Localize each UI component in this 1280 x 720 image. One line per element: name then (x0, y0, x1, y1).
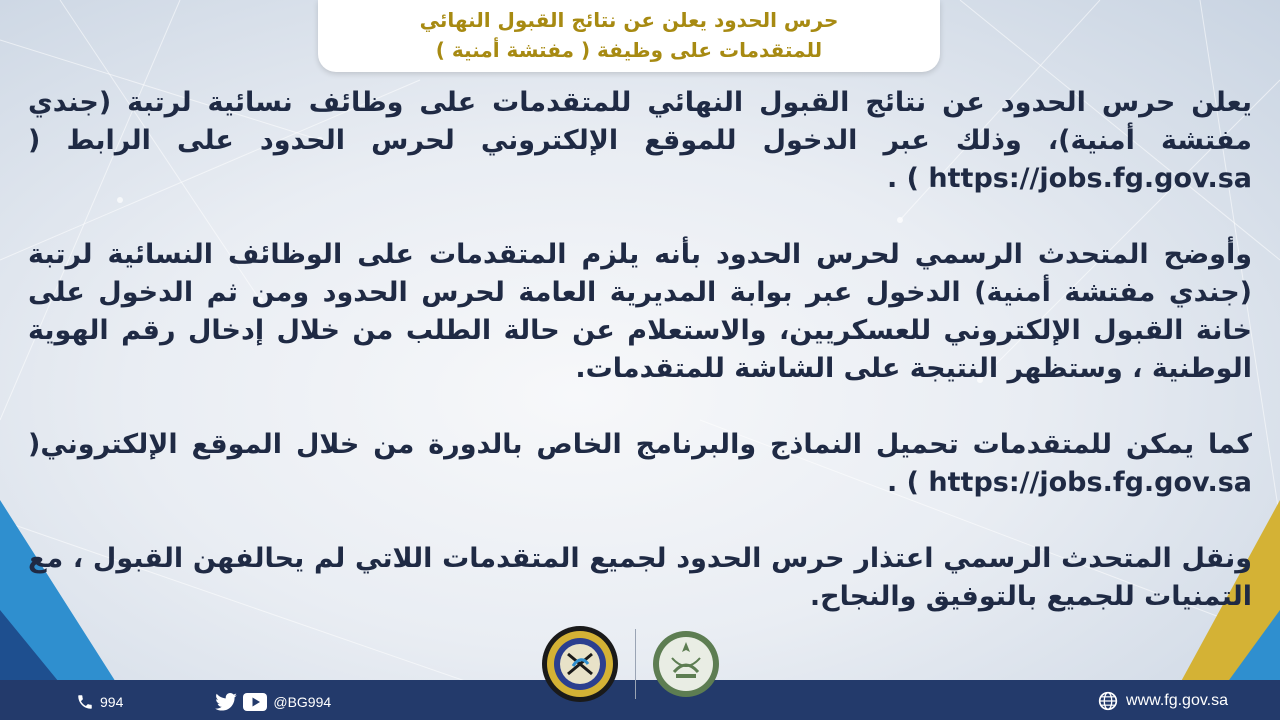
title-line-2: للمتقدمات على وظيفة ( مفتشة أمنية ) (435, 38, 823, 62)
title-line-1: حرس الحدود يعلن عن نتائج القبول النهائي (419, 8, 839, 32)
paragraph-4: ونقل المتحدث الرسمي اعتذار حرس الحدود لجميع المتقدمات اللاتي لم يحالفهن القبول ، مع التمنيات للجميع بالتوفيق والنجاح. (28, 543, 1252, 612)
paragraph-1: يعلن حرس الحدود عن نتائج القبول النهائي للمتقدمات على وظائف نسائية لرتبة (جندي مفتشة أمنية)، وذلك عبر الدخول للموقع الإلكتروني لحرس الحدود على الرابط ( https://jobs.fg.gov.sa ) . (28, 87, 1252, 194)
social-handle: @BG994 (273, 694, 332, 710)
ministry-emblem (650, 628, 722, 700)
youtube-icon[interactable] (243, 693, 267, 711)
footer-contact (76, 693, 331, 711)
paragraph-2: وأوضح المتحدث الرسمي لحرس الحدود بأنه يلزم المتقدمات على الوظائف النسائية لرتبة (جندي مفتشة أمنية) الدخول عبر بوابة المديرية العامة لحرس الحدود ومن ثم الدخول على خانة القبول الإلكتروني للعسكريين، والاستعلام عن حالة الطلب من خلال إدخال رقم الهوية الوطنية ، وستظهر النتيجة على الشاشة للمتقدمات. (28, 239, 1252, 384)
website-link[interactable]: www.fg.gov.sa (1126, 692, 1228, 709)
title-box (318, 0, 940, 72)
footer-website (1098, 691, 1228, 711)
border-guard-emblem (540, 624, 620, 704)
globe-icon (1098, 691, 1118, 711)
phone-number: 994 (100, 694, 124, 710)
announcement-body (28, 84, 1252, 654)
paragraph-3: كما يمكن للمتقدمات تحميل النماذج والبرنامج الخاص بالدورة من خلال الموقع الإلكتروني( https://jobs.fg.gov.sa ) . (28, 429, 1252, 498)
twitter-icon[interactable] (215, 693, 237, 711)
phone-icon[interactable] (76, 693, 94, 711)
logo-divider (635, 629, 636, 699)
logos-group (540, 620, 722, 708)
